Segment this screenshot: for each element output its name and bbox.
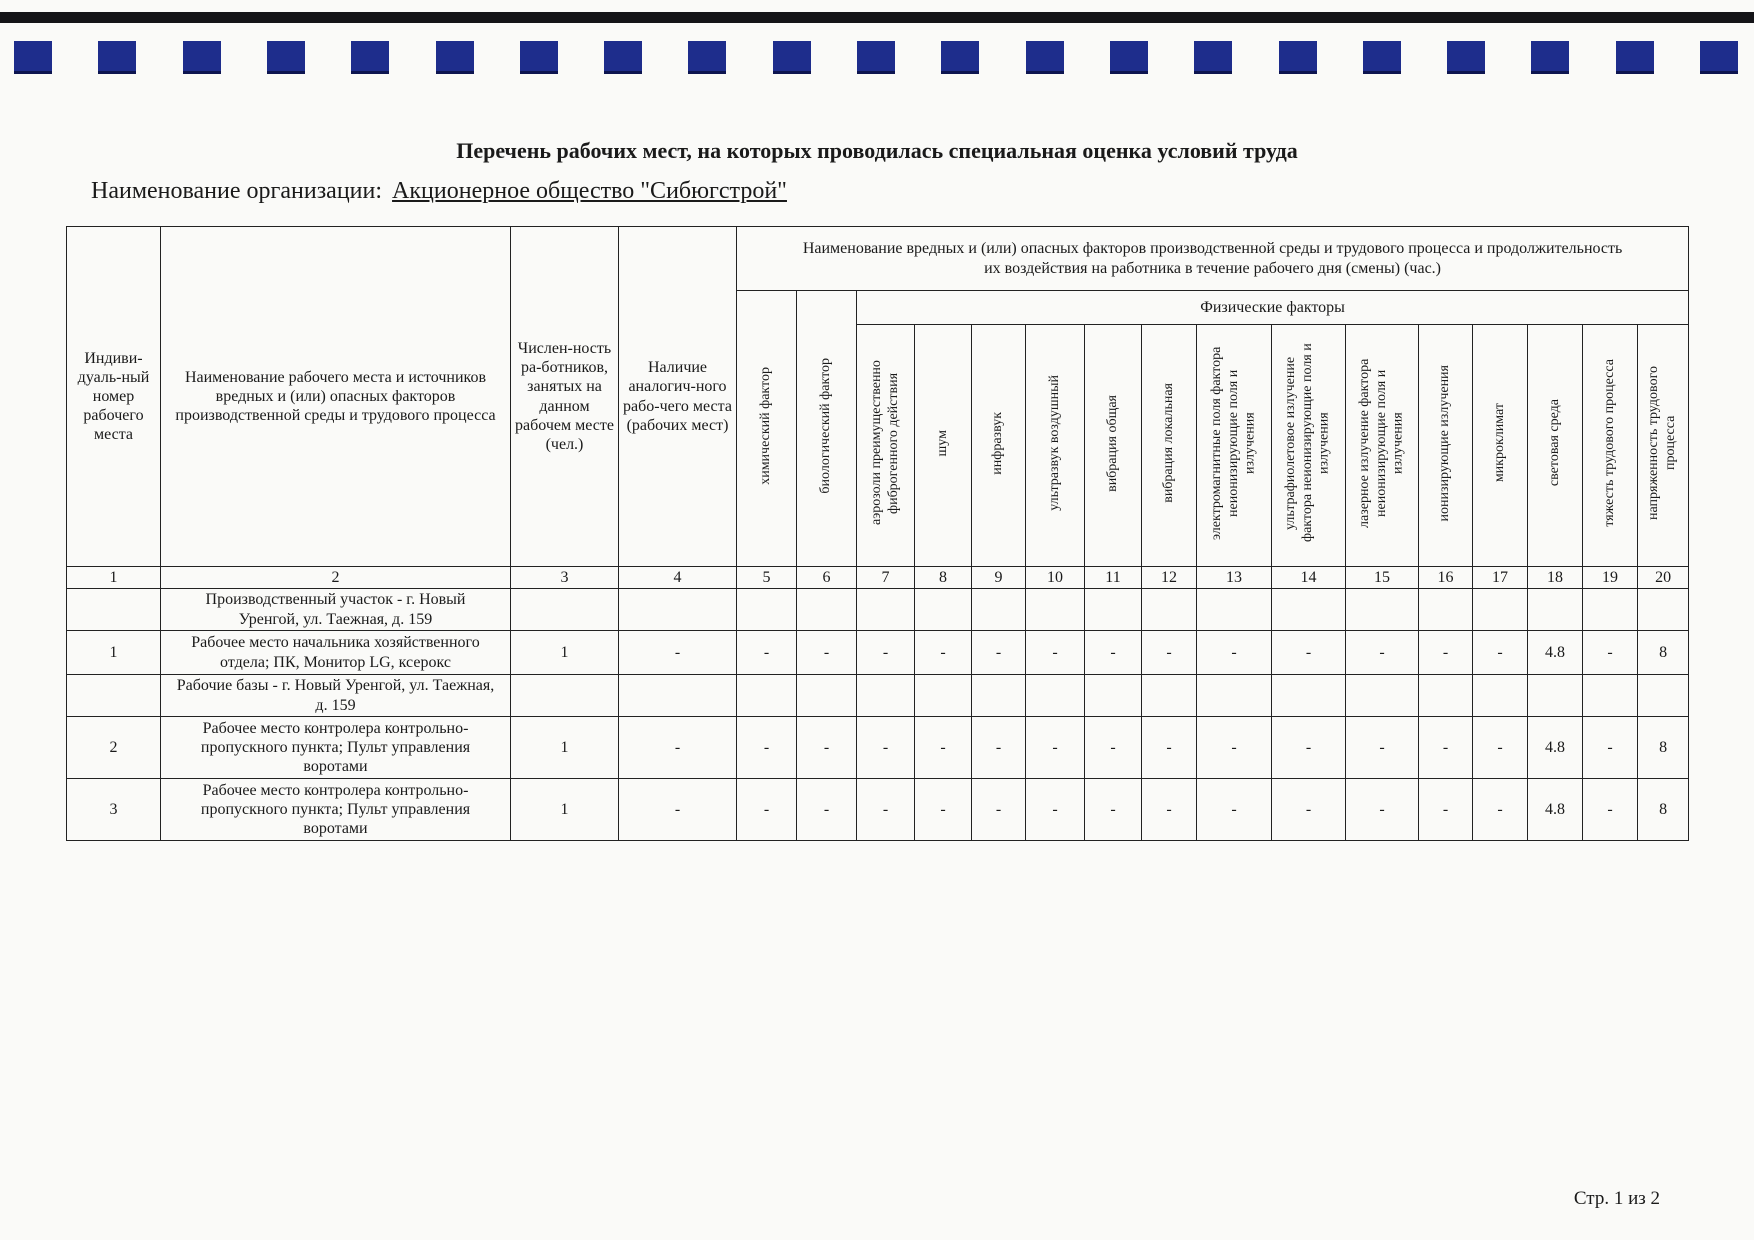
empty-cell (1528, 675, 1583, 717)
empty-cell (915, 675, 972, 717)
column-number: 2 (161, 567, 511, 589)
factor-value: - (797, 717, 857, 779)
table-row (67, 717, 1689, 779)
column-number: 8 (915, 567, 972, 589)
column-number: 12 (1142, 567, 1197, 589)
binder-tab (1110, 41, 1148, 74)
worker-count: 1 (511, 779, 619, 841)
binder-tab (941, 41, 979, 74)
factor-value: - (1583, 717, 1638, 779)
factor-value: 8 (1638, 779, 1689, 841)
empty-cell (511, 589, 619, 631)
factor-value: - (915, 779, 972, 841)
factor-value: - (1142, 779, 1197, 841)
column-number: 15 (1346, 567, 1419, 589)
factor-value: - (797, 631, 857, 675)
empty-cell (67, 675, 161, 717)
empty-cell (1197, 675, 1272, 717)
binder-tab (98, 41, 136, 74)
header-factor: микроклимат (1473, 325, 1528, 567)
factor-value: - (1346, 717, 1419, 779)
header-factor: лазерное излучение фактора неионизирующие поля и излучения (1346, 325, 1419, 567)
analog-workplace: - (619, 717, 737, 779)
empty-cell (1272, 675, 1346, 717)
empty-cell (1419, 589, 1473, 631)
factor-value: - (1272, 631, 1346, 675)
column-number: 1 (67, 567, 161, 589)
header-workplace-name: Наименование рабочего места и источников вредных и (или) опасных факторов производственной среды и трудового процесса (161, 227, 511, 567)
factor-value: - (1419, 779, 1473, 841)
workplace-number: 2 (67, 717, 161, 779)
organization-line (91, 178, 787, 205)
binder-tab (1700, 41, 1738, 74)
binder-tab (857, 41, 895, 74)
workplaces-table (66, 226, 1689, 841)
header-factor: ионизирующие излучения (1419, 325, 1473, 567)
binder-tab (520, 41, 558, 74)
factor-value: - (797, 779, 857, 841)
column-number: 4 (619, 567, 737, 589)
factor-value: - (1197, 631, 1272, 675)
column-number: 10 (1026, 567, 1085, 589)
factor-value: - (972, 779, 1026, 841)
section-row (67, 675, 1689, 717)
factor-value: - (915, 631, 972, 675)
empty-cell (797, 589, 857, 631)
workplace-name: Рабочее место контролера контрольно-пропускного пункта; Пульт управления воротами (161, 779, 511, 841)
empty-cell (1638, 589, 1689, 631)
factor-value: - (737, 631, 797, 675)
header-worker-count: Числен-ность ра-ботников, занятых на данном рабочем месте (чел.) (511, 227, 619, 567)
organization-name: Акционерное общество "Сибюгстрой" (392, 178, 787, 204)
factor-value: - (1473, 631, 1528, 675)
binder-tab (351, 41, 389, 74)
empty-cell (1085, 589, 1142, 631)
organization-label: Наименование организации: (91, 178, 383, 204)
factor-value: - (1142, 717, 1197, 779)
workplace-number: 3 (67, 779, 161, 841)
empty-cell (857, 675, 915, 717)
factor-value: - (972, 717, 1026, 779)
header-factor: аэрозоли преимущественно фиброгенного действия (857, 325, 915, 567)
table-row (67, 779, 1689, 841)
table-row (67, 631, 1689, 675)
binder-tab (267, 41, 305, 74)
binder-tab (1026, 41, 1064, 74)
empty-cell (67, 589, 161, 631)
factor-value: - (1583, 631, 1638, 675)
factor-value: - (1026, 631, 1085, 675)
factor-value: - (1346, 779, 1419, 841)
empty-cell (1142, 675, 1197, 717)
empty-cell (1346, 675, 1419, 717)
factor-value: - (1272, 779, 1346, 841)
binder-tab (1616, 41, 1654, 74)
header-factor: вибрация общая (1085, 325, 1142, 567)
factor-value: - (1085, 717, 1142, 779)
factor-value: - (1197, 779, 1272, 841)
empty-cell (797, 675, 857, 717)
worker-count: 1 (511, 717, 619, 779)
factor-value: - (1473, 779, 1528, 841)
factor-value: - (1085, 779, 1142, 841)
factor-value: - (1142, 631, 1197, 675)
header-factor: инфразвук (972, 325, 1026, 567)
workplace-number: 1 (67, 631, 161, 675)
worker-count: 1 (511, 631, 619, 675)
column-number: 18 (1528, 567, 1583, 589)
empty-cell (915, 589, 972, 631)
section-name: Рабочие базы - г. Новый Уренгой, ул. Таежная, д. 159 (161, 675, 511, 717)
workplace-name: Рабочее место контролера контрольно-пропускного пункта; Пульт управления воротами (161, 717, 511, 779)
binder-tab (1194, 41, 1232, 74)
empty-cell (857, 589, 915, 631)
header-factor: ультрафиолетовое излучение фактора неионизирующие поля и излучения (1272, 325, 1346, 567)
header-workplace-number: Индиви-дуаль-ный номер рабочего места (67, 227, 161, 567)
empty-cell (1473, 675, 1528, 717)
empty-cell (1638, 675, 1689, 717)
header-factor: химический фактор (737, 291, 797, 567)
factor-value: - (1085, 631, 1142, 675)
factor-value: - (915, 717, 972, 779)
analog-workplace: - (619, 631, 737, 675)
factor-value: - (1026, 717, 1085, 779)
column-number: 19 (1583, 567, 1638, 589)
binder-strip (0, 12, 1754, 73)
header-factor: тяжесть трудового процесса (1583, 325, 1638, 567)
factor-value: - (1197, 717, 1272, 779)
column-number: 16 (1419, 567, 1473, 589)
column-number: 13 (1197, 567, 1272, 589)
factor-value: - (1473, 717, 1528, 779)
binder-tab (14, 41, 52, 74)
empty-cell (619, 589, 737, 631)
factor-value: - (1583, 779, 1638, 841)
binder-tab (436, 41, 474, 74)
factor-value: 4.8 (1528, 631, 1583, 675)
column-number: 9 (972, 567, 1026, 589)
factor-value: - (1419, 717, 1473, 779)
factor-value: - (737, 779, 797, 841)
binder-tab (183, 41, 221, 74)
section-row (67, 589, 1689, 631)
binder-tab (773, 41, 811, 74)
empty-cell (972, 675, 1026, 717)
column-number: 14 (1272, 567, 1346, 589)
column-number: 11 (1085, 567, 1142, 589)
empty-cell (737, 675, 797, 717)
factor-value: - (857, 631, 915, 675)
binder-tab (1363, 41, 1401, 74)
column-number: 17 (1473, 567, 1528, 589)
empty-cell (1583, 675, 1638, 717)
empty-cell (1528, 589, 1583, 631)
binder-tab (688, 41, 726, 74)
empty-cell (619, 675, 737, 717)
column-number: 6 (797, 567, 857, 589)
factor-value: 8 (1638, 717, 1689, 779)
factor-value: - (857, 717, 915, 779)
header-physical-factors: Физические факторы (857, 291, 1689, 325)
header-analog-workplace: Наличие аналогич-ного рабо-чего места (рабочих мест) (619, 227, 737, 567)
binder-tab (1279, 41, 1317, 74)
empty-cell (1419, 675, 1473, 717)
empty-cell (1583, 589, 1638, 631)
binder-tab (1447, 41, 1485, 74)
column-number: 7 (857, 567, 915, 589)
page-number: Стр. 1 из 2 (1573, 1188, 1660, 1209)
factor-value: - (1419, 631, 1473, 675)
empty-cell (1142, 589, 1197, 631)
factor-value: 4.8 (1528, 779, 1583, 841)
header-factor: напряженность трудового процесса (1638, 325, 1689, 567)
factor-value: 8 (1638, 631, 1689, 675)
empty-cell (1197, 589, 1272, 631)
factor-value: - (1272, 717, 1346, 779)
empty-cell (972, 589, 1026, 631)
analog-workplace: - (619, 779, 737, 841)
empty-cell (1272, 589, 1346, 631)
factor-value: - (1026, 779, 1085, 841)
empty-cell (1346, 589, 1419, 631)
header-factor: ультразвук воздушный (1026, 325, 1085, 567)
binder-tab (604, 41, 642, 74)
empty-cell (1473, 589, 1528, 631)
header-factors-group: Наименование вредных и (или) опасных факторов производственной среды и трудового процесса и продолжительность их воздействия на работника в течение рабочего дня (смены) (час.) (737, 227, 1689, 291)
factor-value: - (972, 631, 1026, 675)
column-number: 20 (1638, 567, 1689, 589)
empty-cell (1085, 675, 1142, 717)
workplace-name: Рабочее место начальника хозяйственного отдела; ПК, Монитор LG, ксерокс (161, 631, 511, 675)
column-number: 3 (511, 567, 619, 589)
header-factor: шум (915, 325, 972, 567)
empty-cell (737, 589, 797, 631)
factor-value: 4.8 (1528, 717, 1583, 779)
header-factor: биологический фактор (797, 291, 857, 567)
column-number: 5 (737, 567, 797, 589)
header-factor: вибрация локальная (1142, 325, 1197, 567)
factor-value: - (857, 779, 915, 841)
factor-value: - (1346, 631, 1419, 675)
empty-cell (1026, 589, 1085, 631)
factor-value: - (737, 717, 797, 779)
binder-tab (1531, 41, 1569, 74)
empty-cell (1026, 675, 1085, 717)
header-factor: электромагнитные поля фактора неионизирующие поля и излучения (1197, 325, 1272, 567)
document-title: Перечень рабочих мест, на которых проводилась специальная оценка условий труда (456, 138, 1298, 163)
empty-cell (511, 675, 619, 717)
section-name: Производственный участок - г. Новый Уренгой, ул. Таежная, д. 159 (161, 589, 511, 631)
header-factor: световая среда (1528, 325, 1583, 567)
